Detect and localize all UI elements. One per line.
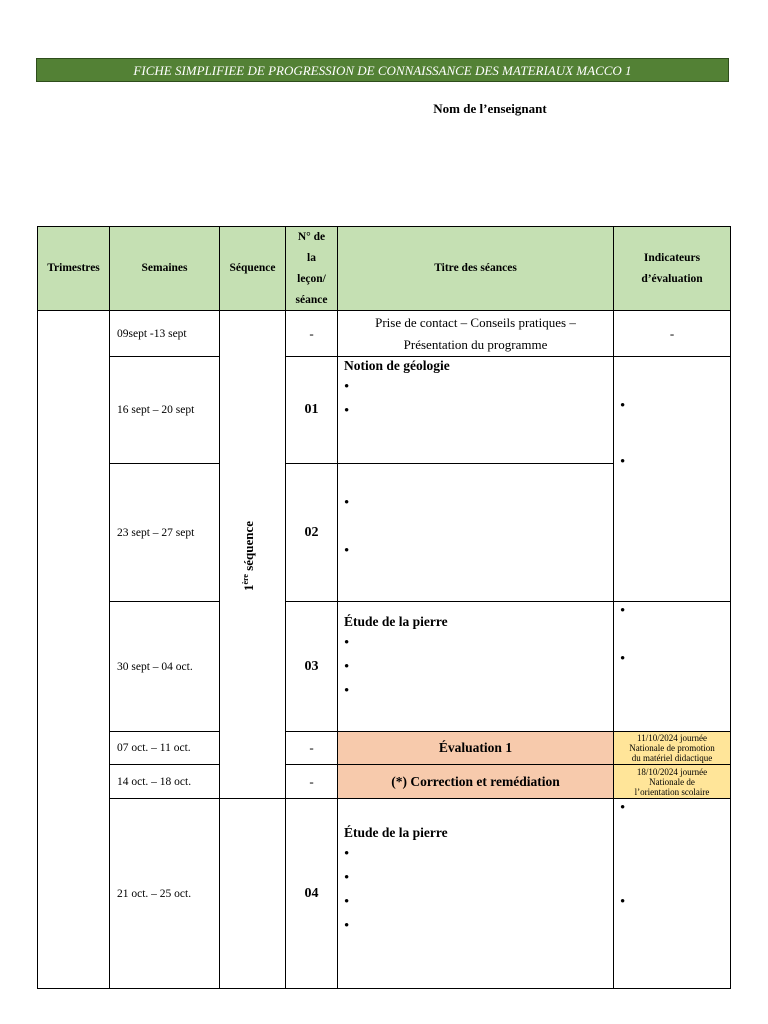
bullet-item: [344, 658, 607, 682]
bullet-list: [344, 634, 607, 706]
lecon-text: 02: [304, 524, 319, 540]
document-title-banner: FICHE SIMPLIFIEE DE PROGRESSION DE CONNAISSANCE DES MATERIAUX MACCO 1: [36, 58, 729, 82]
lecon-text: 03: [304, 658, 319, 674]
semaine-text: 07 oct. – 11 oct.: [117, 742, 191, 754]
header-trimestres-text: Trimestres: [47, 262, 100, 274]
seance-title-text: Notion de géologie: [344, 358, 450, 373]
sequence-label: [241, 521, 257, 591]
indicateur-cell: [614, 357, 730, 602]
indicateur-note: [614, 765, 730, 799]
semaine-text: 16 sept – 20 sept: [117, 404, 195, 416]
bullet-list: [344, 378, 607, 426]
header-trimestres: [38, 227, 110, 311]
header-indicateurs: [614, 227, 730, 311]
header-semaines: [110, 227, 220, 311]
indicateur-cell: [614, 799, 730, 988]
note-line: l’orientation scolaire: [634, 786, 710, 797]
note-line: Nationale de promotion: [629, 743, 715, 753]
semaine-text: 14 oct. – 18 oct.: [117, 775, 192, 788]
bullet-item: [344, 378, 607, 402]
header-semaines-text: Semaines: [141, 262, 188, 274]
semaine-text: 09sept -13 sept: [117, 327, 187, 340]
bullet-item: [344, 893, 607, 917]
bullet-item: [344, 917, 607, 941]
semaine-text: 21 oct. – 25 oct.: [117, 887, 192, 900]
indicateur-cell: [614, 602, 730, 732]
seance-title: [338, 357, 614, 464]
sequence-number: 1: [241, 584, 257, 592]
seance-title-text: Étude de la pierre: [344, 614, 448, 629]
bullet-item: [344, 845, 607, 869]
lecon-text: -: [309, 773, 314, 789]
seance-title-line2: Présentation du programme: [403, 337, 548, 352]
lecon-number: [286, 311, 338, 357]
sequence-cell-empty: [220, 799, 286, 988]
header-sequence: [220, 227, 286, 311]
semaine-text: 23 sept – 27 sept: [117, 526, 195, 539]
header-indicateurs-line2: d’évaluation: [641, 272, 703, 285]
bullet-item: [344, 634, 607, 658]
bullet-item: •: [620, 651, 626, 667]
trimestre-cell: [38, 311, 110, 988]
semaine-text: 30 sept – 04 oct.: [117, 660, 193, 673]
evaluation-cell: [338, 732, 614, 765]
bullet-list: [344, 845, 607, 941]
note-line: 11/10/2024 journée: [637, 733, 707, 743]
bullet-item: •: [620, 454, 626, 470]
table-row-semaine: [110, 732, 220, 765]
table-row-semaine: [110, 464, 220, 602]
lecon-number: [286, 464, 338, 602]
correction-title: (*) Correction et remédiation: [391, 773, 560, 789]
lecon-number: [286, 765, 338, 799]
note-line: 18/10/2024 journée: [636, 766, 708, 777]
seance-title: [338, 602, 614, 732]
seance-title-line1: Prise de contact – Conseils pratiques –: [375, 315, 576, 330]
table-row-semaine: [110, 357, 220, 464]
bullet-item: •: [344, 495, 350, 511]
header-lecon: [286, 227, 338, 311]
table-row-semaine: [110, 799, 220, 988]
header-indicateurs-line1: Indicateurs: [643, 251, 701, 264]
seance-title: [338, 799, 614, 988]
evaluation-title: Évaluation 1: [438, 740, 513, 755]
bullet-item: •: [620, 398, 626, 414]
header-lecon-line1: N° de: [297, 230, 326, 243]
header-lecon-line2: la: [307, 251, 316, 264]
table-row-semaine: [110, 765, 220, 799]
indicateur-text: -: [669, 325, 675, 341]
bullet-item: •: [620, 603, 626, 619]
lecon-number: [286, 602, 338, 732]
indicateur-note: [614, 732, 730, 765]
bullet-item: •: [344, 543, 350, 559]
lecon-text: -: [309, 325, 314, 341]
header-sequence-text: Séquence: [229, 262, 276, 274]
seance-title: [338, 464, 614, 602]
lecon-number: [286, 732, 338, 765]
bullet-item: [344, 869, 607, 893]
header-titre: [338, 227, 614, 311]
indicateur-cell: [614, 311, 730, 357]
header-lecon-line4: séance: [295, 293, 328, 306]
header-titre-text: Titre des séances: [434, 262, 517, 274]
bullet-item: [344, 682, 607, 706]
lecon-text: 04: [304, 885, 319, 901]
bullet-item: •: [620, 894, 626, 910]
sequence-suffix: ère: [240, 574, 250, 585]
teacher-name-label: Nom de l’enseignant: [433, 101, 547, 116]
lecon-number: [286, 799, 338, 988]
seance-title-text: Étude de la pierre: [344, 825, 448, 840]
header-lecon-line3: leçon/: [297, 272, 326, 285]
bullet-item: [344, 402, 607, 426]
sequence-word: séquence: [241, 520, 257, 571]
table-row-semaine: [110, 602, 220, 732]
lecon-text: -: [309, 740, 314, 755]
table-row-semaine: [110, 311, 220, 357]
lecon-number: [286, 357, 338, 464]
note-line: du matériel didactique: [631, 753, 713, 763]
bullet-item: •: [620, 800, 626, 816]
seance-title: [338, 311, 614, 357]
lecon-text: 01: [304, 402, 319, 417]
progression-table: [37, 226, 731, 989]
note-line: Nationale de: [649, 776, 695, 787]
correction-cell: [338, 765, 614, 799]
